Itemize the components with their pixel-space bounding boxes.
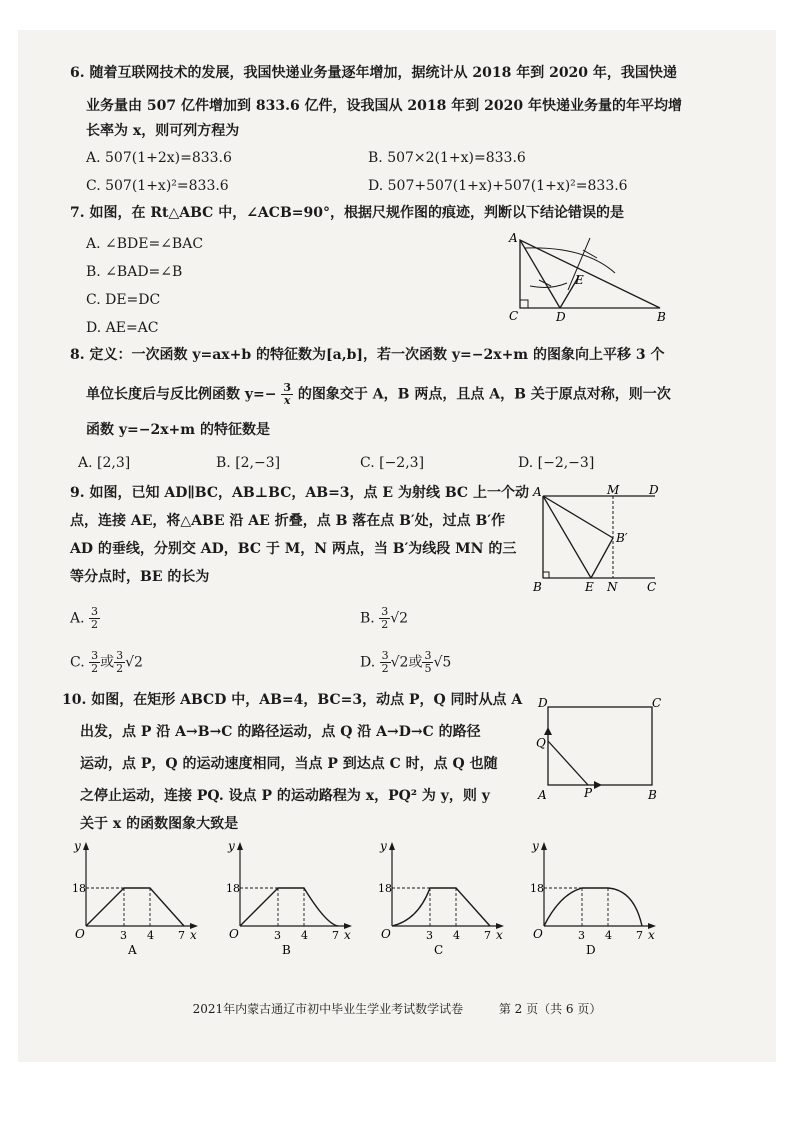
q9-d-root2: √5 [433,654,452,671]
q6-option-d: D. 507+507(1+x)+507(1+x)²=833.6 [368,178,628,194]
q9-option-a-letter: A. [70,610,85,627]
q9-c-or: 或 [100,654,115,671]
x-axis-label: x [496,928,503,942]
q9-option-c-fraction-2 [114,650,125,675]
function-curve [392,888,490,926]
tick-label-18: 18 [72,882,86,895]
q9-option-a [70,606,100,631]
q9-option-d-letter: D. [360,654,376,671]
rectangle-abcd [548,707,652,785]
label-a: A [538,788,547,801]
y-axis-arrow [389,842,395,850]
arrow-ab [594,781,602,789]
q9-a-den: 2 [91,618,99,631]
q9-option-c-letter: C. [70,654,85,671]
label-m: M [607,483,620,497]
q6-line3: 长率为 x，则可列方程为 [86,123,240,139]
label-c: C [509,309,519,323]
footer-title: 2021年内蒙古通辽市初中毕业生学业考试数学试卷 [192,1002,464,1016]
tick-label-4: 4 [147,929,154,942]
segment-eb-prime [591,538,613,578]
q8-option-d: D. [−2,−3] [518,455,595,471]
q9-option-b-fraction [379,606,390,631]
tick-label-18: 18 [378,882,392,895]
label-q: Q [536,736,546,750]
q9-option-c [70,650,143,675]
y-axis-label: y [532,839,539,853]
q9-line2: 点，连接 AE，将△ABE 沿 AE 折叠，点 B 落在点 B′处，过点 B′作 [70,513,506,529]
q6-option-a: A. 507(1+2x)=833.6 [86,150,232,166]
q8-fraction [281,382,293,407]
q8-option-a: A. [2,3] [78,455,131,471]
q6-option-c: C. 507(1+x)²=833.6 [86,178,229,194]
tick-label-18: 18 [530,882,544,895]
q8-line2-start: 单位长度后与反比例函数 y=− [86,386,277,403]
label-e: E [575,273,584,287]
cross-mark-1 [583,250,597,258]
origin-label: O [75,927,85,941]
q9-c-root: √2 [125,654,143,671]
origin-label: O [229,927,239,941]
q10-line3: 运动，点 P，Q 的运动速度相同，当点 P 到达点 C 时，点 Q 也随 [80,756,498,772]
label-e: E [585,580,594,594]
q9-c-num2: 3 [116,649,124,662]
q9-c-num1: 3 [91,649,99,662]
q9-b-den: 2 [381,618,389,631]
q9-option-d-fraction-2 [422,650,433,675]
graph-caption: A [128,943,137,956]
q7-line1: 7. 如图，在 Rt△ABC 中，∠ACB=90°，根据尺规作图的痕迹，判断以下结论错误的是 [70,205,624,221]
graph-option-a [72,838,202,956]
q10-line5: 关于 x 的函数图象大致是 [80,816,239,832]
graph-option-c [378,838,508,956]
q8-line3: 函数 y=−2x+m 的特征数是 [86,422,270,438]
q8-line2-end: 的图象交于 A，B 两点，且点 A，B 关于原点对称，则一次 [297,386,671,403]
q9-figure [527,482,667,594]
triangle-abc [520,240,660,308]
graph-option-b [226,838,356,956]
q9-d-num1: 3 [381,649,389,662]
segment-ab-prime [543,496,613,538]
q9-c-den1: 2 [91,662,99,675]
x-axis-label: x [344,928,351,942]
function-curve [86,888,184,926]
function-curve [544,888,642,926]
page-footer [0,1000,794,1017]
y-axis-label: y [228,839,235,853]
function-curve [240,888,338,926]
q10-figure [532,693,666,801]
q8-line1: 8. 定义：一次函数 y=ax+b 的特征数为[a,b]，若一次函数 y=−2x+m 的图象向上平移 3 个 [70,347,665,363]
tick-label-7: 7 [332,929,339,942]
label-d: D [538,696,548,710]
q9-option-a-fraction [89,606,100,631]
q8-line2 [86,382,671,407]
x-axis-label: x [190,928,197,942]
arrow-ad [544,727,552,735]
q9-d-root1: √2 [390,654,409,671]
q8-fraction-numerator: 3 [283,381,292,394]
graph-caption: B [282,943,291,956]
q6-line1: 6. 随着互联网技术的发展，我国快递业务量逐年增加，据统计从 2018 年到 2020 年，我国快递 [70,65,677,81]
construction-arc-upper [525,248,615,273]
tick-label-3: 3 [426,929,433,942]
graph-caption: C [434,943,444,956]
q9-b-root: √2 [390,610,409,627]
q9-line4: 等分点时，BE 的长为 [70,569,210,585]
tick-label-7: 7 [178,929,185,942]
q8-option-b: B. [2,−3] [216,455,281,471]
q9-line3: AD 的垂线，分别交 AD，BC 于 M，N 两点，当 B′为线段 MN 的三 [70,541,517,557]
cross-mark-2 [539,280,551,286]
label-b: B [533,580,542,594]
tick-label-4: 4 [605,929,612,942]
tick-label-18: 18 [226,882,240,895]
y-axis-arrow [237,842,243,850]
q7-option-a: A. ∠BDE=∠BAC [86,236,204,252]
q8-option-c: C. [−2,3] [360,455,425,471]
q9-option-b-letter: B. [360,610,375,627]
x-axis-label: x [648,928,655,942]
q9-option-b [360,606,408,631]
q9-option-c-fraction-1 [89,650,100,675]
segment-pq [548,741,588,785]
q7-figure [505,228,675,323]
tick-label-7: 7 [484,929,491,942]
graph-option-d [530,838,660,956]
label-b: B [648,788,657,801]
y-axis-arrow [541,842,547,850]
label-n: N [607,580,618,594]
right-angle-mark [520,300,528,308]
q9-option-d [360,650,451,675]
label-a: A [509,231,518,245]
label-b-prime: B′ [616,531,628,545]
tick-label-3: 3 [274,929,281,942]
graph-caption: D [586,943,596,956]
tick-label-4: 4 [453,929,460,942]
origin-label: O [381,927,391,941]
y-axis-label: y [74,839,81,853]
q9-d-den1: 2 [381,662,389,675]
tick-label-7: 7 [636,929,643,942]
q9-d-den2: 5 [424,662,432,675]
footer-page-number: 第 2 页（共 6 页） [498,1002,602,1016]
label-a: A [533,485,542,499]
q7-option-d: D. AE=AC [86,320,159,336]
label-c: C [647,580,657,594]
q9-d-or: 或 [408,654,423,671]
q9-line1: 9. 如图，已知 AD∥BC，AB⊥BC，AB=3，点 E 为射线 BC 上一个动 [70,485,529,501]
label-d: D [649,483,659,497]
y-axis-arrow [83,842,89,850]
y-axis-label: y [380,839,387,853]
label-d: D [556,310,566,323]
segment-ae [543,496,591,578]
right-angle-mark-b [543,572,549,578]
tick-label-4: 4 [301,929,308,942]
q10-line1: 10. 如图，在矩形 ABCD 中，AB=4，BC=3，动点 P，Q 同时从点 A [62,692,523,708]
q9-d-num2: 3 [424,649,432,662]
q9-c-den2: 2 [116,662,124,675]
q8-fraction-denominator: x [283,394,291,407]
q9-a-num: 3 [91,605,99,618]
tick-label-3: 3 [578,929,585,942]
tick-label-3: 3 [120,929,127,942]
origin-label: O [533,927,543,941]
q6-option-b: B. 507×2(1+x)=833.6 [368,150,526,166]
q9-option-d-fraction-1 [380,650,391,675]
q9-b-num: 3 [381,605,389,618]
label-p: P [584,786,593,800]
q10-line2: 出发，点 P 沿 A→B→C 的路径运动，点 Q 沿 A→D→C 的路径 [80,724,481,740]
label-c: C [652,696,662,710]
q10-line4: 之停止运动，连接 PQ. 设点 P 的运动路程为 x，PQ² 为 y，则 y [80,788,490,804]
q7-option-c: C. DE=DC [86,292,161,308]
q6-line2: 业务量由 507 亿件增加到 833.6 亿件，设我国从 2018 年到 2020 年快递业务量的年平均增 [86,98,682,114]
label-b: B [657,310,666,323]
q7-option-b: B. ∠BAD=∠B [86,264,183,280]
